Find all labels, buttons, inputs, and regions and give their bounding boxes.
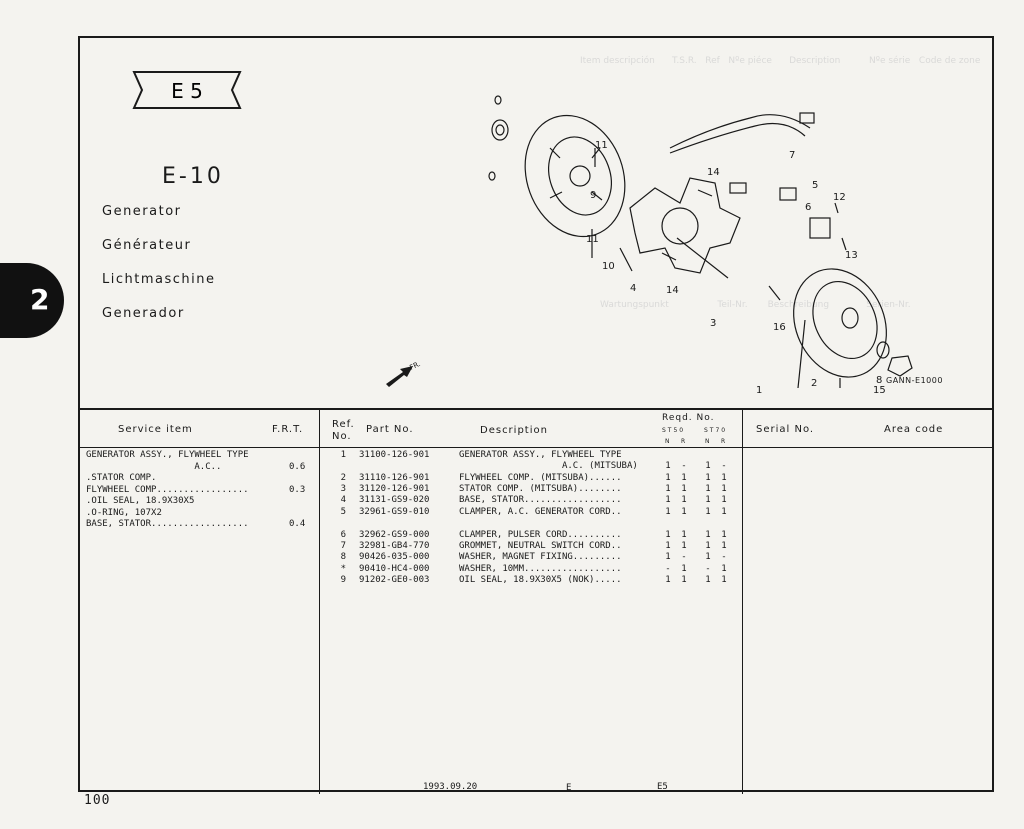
part-quantity: 1 xyxy=(721,506,727,517)
part-quantity: 1 xyxy=(721,495,727,506)
part-description: A.C. (MITSUBA) xyxy=(459,461,638,472)
part-number: 91202-GE0-003 xyxy=(359,575,430,585)
part-quantity: 1 xyxy=(681,529,687,540)
part-quantity: 1 xyxy=(705,529,711,540)
bleed-through-text: Wartungspunkt Teil-Nr. Beschreibung Serien-Nr. xyxy=(600,300,911,310)
callout-2: 2 xyxy=(811,378,818,389)
callout-13: 13 xyxy=(845,250,858,261)
header-st70: ST70 xyxy=(704,427,728,434)
callout-4: 4 xyxy=(630,283,637,294)
name-german: Lichtmaschine xyxy=(102,272,216,287)
part-number: 32961-GS9-010 xyxy=(359,506,430,517)
part-description: GROMMET, NEUTRAL SWITCH CORD.. xyxy=(459,541,622,552)
section-badge xyxy=(132,70,242,110)
part-ref-number: 9 xyxy=(340,575,346,585)
part-quantity: 1 xyxy=(705,541,711,552)
part-description: CLAMPER, A.C. GENERATOR CORD.. xyxy=(459,506,622,517)
parts-page-frame xyxy=(78,36,994,792)
header-ref: Ref. xyxy=(332,419,355,430)
part-quantity: 1 xyxy=(665,495,671,506)
part-quantity: 1 xyxy=(681,506,687,517)
part-ref-number: 6 xyxy=(340,529,346,540)
callout-5: 5 xyxy=(812,180,819,191)
header-serial-no: Serial No. xyxy=(756,424,815,435)
header-r-st70: R xyxy=(721,438,728,445)
part-quantity: - xyxy=(681,461,687,472)
header-frt: F.R.T. xyxy=(272,424,304,435)
header-n-st50: N xyxy=(665,438,672,445)
service-item-label: BASE, STATOR.................. xyxy=(86,519,249,529)
header-reqd-no: Reqd. No. xyxy=(662,413,715,423)
header-service-item: Service item xyxy=(118,424,193,435)
flywheel-drawing xyxy=(776,254,903,393)
exploded-diagram xyxy=(480,88,886,398)
part-ref-number: 5 xyxy=(340,506,346,517)
part-quantity: 1 xyxy=(665,506,671,517)
name-english: Generator xyxy=(102,204,182,219)
part-number: 32981-GB4-770 xyxy=(359,541,430,552)
bleed-through-text: Item descripción T.S.R. Ref Nºe piéce Description Nºe série Code de zone xyxy=(580,56,981,66)
callout-7: 7 xyxy=(789,150,796,161)
part-quantity: 1 xyxy=(681,541,687,552)
part-ref-number: 4 xyxy=(340,495,346,506)
callout-1: 1 xyxy=(756,385,763,396)
callout-16: 16 xyxy=(773,322,786,333)
part-quantity: - xyxy=(681,552,687,563)
header-r-st50: R xyxy=(681,438,688,445)
part-description: WASHER, 10MM.................. xyxy=(459,563,622,574)
header-description: Description xyxy=(480,425,548,436)
callout-3: 3 xyxy=(710,318,717,329)
column-divider xyxy=(319,410,320,794)
name-french: Générateur xyxy=(102,238,192,253)
callout-8: 8 xyxy=(876,375,883,386)
service-item-label: .O-RING, 107X2 xyxy=(86,507,162,518)
part-ref-number: 7 xyxy=(340,541,346,552)
part-quantity: 1 xyxy=(681,483,687,494)
part-quantity: 1 xyxy=(705,506,711,517)
service-item-label: .OIL SEAL, 18.9X30X5 xyxy=(86,496,195,506)
part-quantity: 1 xyxy=(705,495,711,506)
service-item-frt: 0.4 xyxy=(289,519,306,529)
part-number: 31120-126-901 xyxy=(359,483,430,494)
part-ref-number: 3 xyxy=(340,483,346,494)
part-quantity: 1 xyxy=(721,563,727,574)
part-quantity: 1 xyxy=(681,495,687,506)
part-quantity: 1 xyxy=(721,541,727,552)
part-description: FLYWHEEL COMP. (MITSUBA)...... xyxy=(459,472,622,483)
part-number: 32962-GS9-000 xyxy=(359,529,430,540)
callout-14b: 14 xyxy=(666,285,679,296)
part-quantity: - xyxy=(721,461,727,472)
callout-11b: 11 xyxy=(586,234,599,245)
header-no: No. xyxy=(332,431,352,442)
part-quantity: - xyxy=(705,563,711,574)
part-quantity: 1 xyxy=(681,563,687,574)
oil-seal-drawing xyxy=(492,120,508,140)
part-ref-number: * xyxy=(340,563,346,574)
header-n-st70: N xyxy=(705,438,712,445)
name-spanish: Generador xyxy=(102,306,185,321)
callout-6: 6 xyxy=(805,202,812,213)
footer-code-1: E xyxy=(566,783,572,793)
service-item-label: A.C.. xyxy=(86,461,222,472)
footer-code-2: E5 xyxy=(657,782,668,792)
part-description: STATOR COMP. (MITSUBA)........ xyxy=(459,483,622,494)
stator-base-drawing xyxy=(509,101,642,250)
part-quantity: 1 xyxy=(665,541,671,552)
diagram-area xyxy=(80,38,992,410)
part-number: 31131-GS9-020 xyxy=(359,495,430,506)
part-quantity: 1 xyxy=(665,461,671,472)
front-direction-label: FR. xyxy=(408,359,422,372)
part-quantity: 1 xyxy=(665,483,671,494)
front-direction-arrow xyxy=(383,358,433,388)
part-quantity: 1 xyxy=(705,552,711,563)
callout-10: 10 xyxy=(602,261,615,272)
part-quantity: - xyxy=(721,552,727,563)
callout-9: 9 xyxy=(590,190,597,201)
part-quantity: 1 xyxy=(721,529,727,540)
part-quantity: 1 xyxy=(721,472,727,483)
chapter-tab-number: 2 xyxy=(30,283,50,316)
part-number: 90410-HC4-000 xyxy=(359,563,430,574)
part-quantity: 1 xyxy=(665,472,671,483)
service-item-frt: 0.3 xyxy=(289,484,306,495)
header-part-no: Part No. xyxy=(366,424,414,435)
part-number: 31110-126-901 xyxy=(359,472,430,483)
part-quantity: - xyxy=(665,563,671,574)
diagram-code: GANN-E1000 xyxy=(886,376,943,385)
part-quantity: 1 xyxy=(721,483,727,494)
part-quantity: 1 xyxy=(705,472,711,483)
callout-11: 11 xyxy=(595,140,608,151)
service-item-label: .STATOR COMP. xyxy=(86,473,157,483)
service-item-label: FLYWHEEL COMP................. xyxy=(86,484,249,495)
header-area-code: Area code xyxy=(884,424,944,435)
header-st50: ST50 xyxy=(662,427,686,434)
part-quantity: 1 xyxy=(681,575,687,585)
part-ref-number: 8 xyxy=(340,552,346,563)
part-quantity: 1 xyxy=(665,575,671,585)
part-ref-number: 2 xyxy=(340,472,346,483)
footer-date: 1993.09.20 xyxy=(423,782,478,792)
section-badge-text: E 5 xyxy=(171,79,203,103)
stator-drawing xyxy=(630,178,740,273)
part-description: CLAMPER, PULSER CORD.......... xyxy=(459,529,622,540)
part-quantity: 1 xyxy=(705,575,711,585)
section-title: E-10 xyxy=(162,164,224,189)
part-quantity: 1 xyxy=(665,529,671,540)
service-item-frt: 0.6 xyxy=(289,461,306,472)
part-number: 90426-035-000 xyxy=(359,552,430,563)
part-ref-number: 1 xyxy=(340,450,346,460)
clamper-drawing xyxy=(780,188,796,200)
part-description: WASHER, MAGNET FIXING......... xyxy=(459,552,622,563)
part-description: BASE, STATOR.................. xyxy=(459,495,622,506)
service-item-label: GENERATOR ASSY., FLYWHEEL TYPE xyxy=(86,450,249,460)
part-quantity: 1 xyxy=(681,472,687,483)
part-quantity: 1 xyxy=(665,552,671,563)
callout-14: 14 xyxy=(707,167,720,178)
callout-15: 15 xyxy=(873,385,886,396)
part-description: GENERATOR ASSY., FLYWHEEL TYPE xyxy=(459,450,622,460)
column-divider xyxy=(742,410,743,794)
callout-12: 12 xyxy=(833,192,846,203)
part-quantity: 1 xyxy=(705,461,711,472)
part-quantity: 1 xyxy=(705,483,711,494)
part-description: OIL SEAL, 18.9X30X5 (NOK)..... xyxy=(459,575,622,585)
part-number: 31100-126-901 xyxy=(359,450,430,460)
part-quantity: 1 xyxy=(721,575,727,585)
page-number: 100 xyxy=(84,793,111,808)
